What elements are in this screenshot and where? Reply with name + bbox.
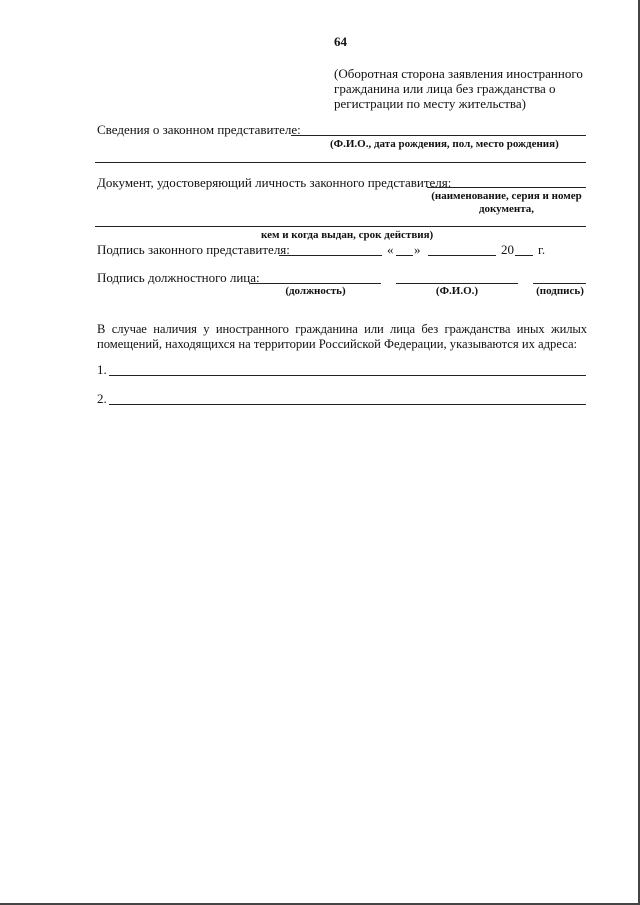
- representative-signature-label: Подпись законного представителя:: [97, 242, 290, 257]
- official-position-field[interactable]: [250, 283, 381, 284]
- date-year-suffix: г.: [538, 242, 546, 257]
- address-item-2-number: 2.: [97, 391, 107, 406]
- official-name-field[interactable]: [396, 283, 518, 284]
- date-month-field[interactable]: [428, 255, 496, 256]
- date-year-prefix: 20: [501, 242, 514, 257]
- header-line-2: гражданина или лица без гражданства о: [334, 81, 556, 96]
- other-premises-text-1: В случае наличия у иностранного гражданина или лица без гражданства иных жилых: [97, 322, 587, 336]
- address-item-1-number: 1.: [97, 362, 107, 377]
- representative-info-label: Сведения о законном представителе:: [97, 122, 301, 137]
- identity-document-hint-2: документа,: [478, 203, 535, 215]
- address-item-2-field[interactable]: [109, 404, 586, 405]
- official-position-hint: (должность): [285, 285, 346, 297]
- identity-document-label: Документ, удостоверяющий личность законного представителя:: [97, 175, 452, 190]
- identity-document-field[interactable]: [427, 187, 586, 188]
- official-name-hint: (Ф.И.О.): [435, 285, 479, 297]
- official-signature-field[interactable]: [533, 283, 586, 284]
- page-number: 64: [334, 34, 347, 49]
- official-signature-hint: (подпись): [536, 285, 584, 297]
- representative-signature-field[interactable]: [279, 255, 382, 256]
- representative-info-field[interactable]: [291, 135, 586, 136]
- date-quote-close: »: [414, 242, 421, 257]
- date-year-field[interactable]: [515, 255, 533, 256]
- identity-document-field-2[interactable]: [95, 226, 586, 227]
- address-item-1-field[interactable]: [109, 375, 586, 376]
- header-line-1: (Оборотная сторона заявления иностранного: [334, 66, 583, 81]
- representative-info-hint: (Ф.И.О., дата рождения, пол, место рождения): [330, 138, 559, 150]
- other-premises-text-2: помещений, находящихся на территории Российской Федерации, указываются их адреса:: [97, 337, 578, 351]
- header-line-3: регистрации по месту жительства): [334, 96, 526, 111]
- identity-document-hint-3: кем и когда выдан, срок действия): [261, 229, 434, 241]
- date-day-field[interactable]: [396, 255, 413, 256]
- date-quote-open: «: [387, 242, 394, 257]
- official-signature-label: Подпись должностного лица:: [97, 270, 260, 285]
- identity-document-hint-1: (наименование, серия и номер: [431, 190, 582, 202]
- representative-info-field-2[interactable]: [95, 162, 586, 163]
- form-header: [334, 66, 604, 111]
